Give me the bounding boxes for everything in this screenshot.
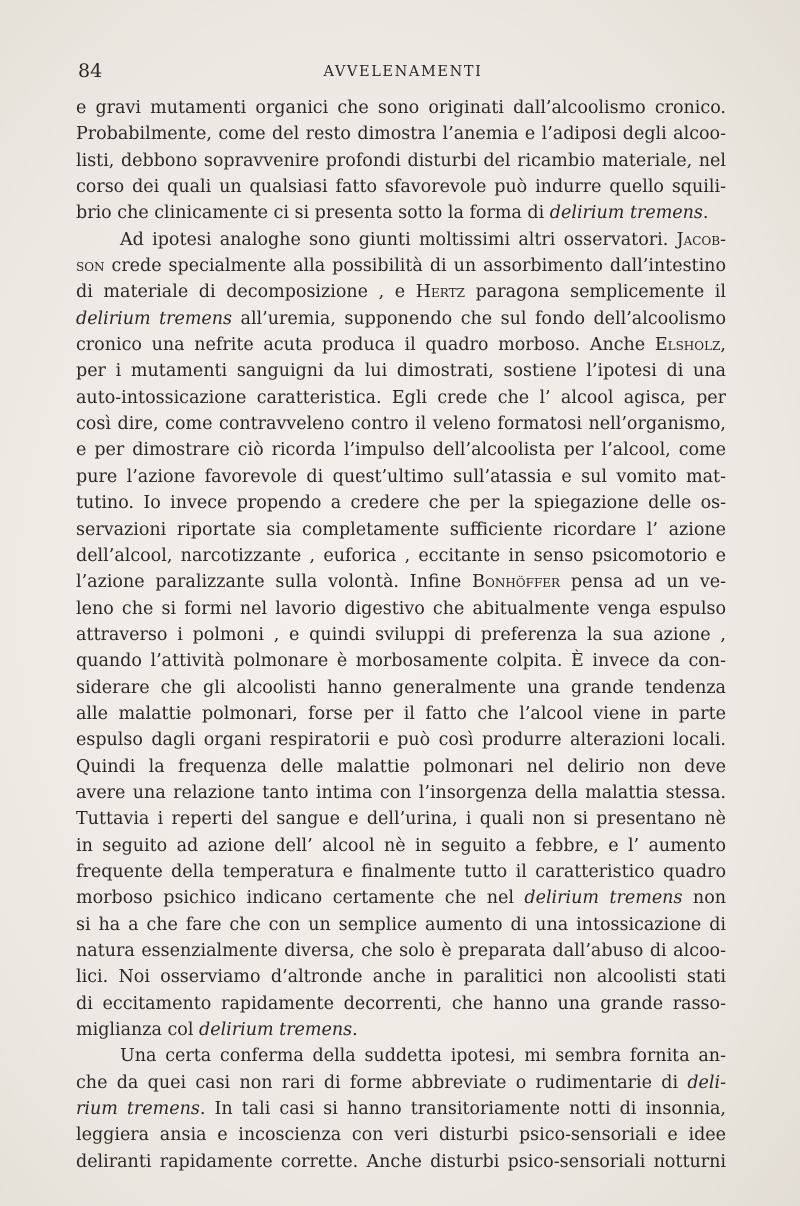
text-line [76, 95, 726, 121]
text-segment: espulso dagli organi respiratorii e può così produrre alterazioni locali. [76, 730, 726, 751]
text-segment: attraverso i polmoni , e quindi sviluppi di preferenza la sua azione , [76, 624, 726, 645]
text-line [76, 912, 726, 938]
text-segment: cronico una nefrite acuta produca il quadro morboso. Anche [76, 335, 655, 356]
text-segment: frequente della temperatura e finalmente tutto il caratteristico quadro [76, 861, 726, 882]
text-line [76, 174, 726, 200]
text-segment: Probabilmente, come del resto dimostra l’anemia e l’adiposi degli alcoo- [76, 124, 726, 145]
text-line [76, 227, 726, 253]
text-segment: alle malattie polmonari, forse per il fatto che l’alcool viene in parte [76, 703, 726, 724]
text-line [76, 517, 726, 543]
text-segment: auto-intossicazione caratteristica. Egli crede che l’ alcool agisca, per [76, 387, 726, 408]
page-header [78, 58, 728, 88]
running-title: AVVELENAMENTI [323, 64, 483, 80]
text-line [76, 1096, 726, 1122]
italic-text: rium tremens [76, 1099, 200, 1120]
text-line [76, 1017, 726, 1043]
text-segment: e per dimostrare ciò ricorda l’impulso dell’alcoolista per l’alcool, come [76, 440, 726, 461]
text-segment: lici. Noi osserviamo d’altronde anche in paralitici non alcoolisti stati [76, 967, 726, 988]
text-line [76, 385, 726, 411]
text-segment: e gravi mutamenti organici che sono originati dall’alcoolismo cronico. [76, 98, 726, 118]
text-line [76, 964, 726, 990]
text-line [76, 411, 726, 437]
text-line [76, 885, 726, 911]
text-segment: siderare che gli alcoolisti hanno generalmente una grande tendenza [76, 677, 726, 698]
text-line [76, 200, 726, 226]
text-line [76, 543, 726, 569]
text-line [76, 569, 726, 595]
text-segment: che da quei casi non rari di forme abbreviate o rudimentarie di [76, 1072, 688, 1093]
text-segment: avere una relazione tanto intima con l’insorgenza della malattia stessa. [76, 782, 726, 803]
text-segment: di eccitamento rapidamente decorrenti, che hanno una grande rasso- [76, 993, 726, 1014]
text-line [76, 754, 726, 780]
text-line [76, 1043, 726, 1069]
text-segment: . [702, 203, 709, 224]
text-line [76, 306, 726, 332]
text-line [76, 148, 726, 174]
page-number: 84 [78, 60, 103, 82]
text-segment: corso dei quali un qualsiasi fatto sfavorevole può indurre quello squili- [76, 177, 726, 198]
text-line [76, 1070, 726, 1096]
text-line [76, 622, 726, 648]
text-segment: natura essenzialmente diversa, che solo è preparata dall’abuso di alcoo- [76, 941, 726, 961]
text-line [76, 938, 726, 964]
italic-text: delirium tremens [199, 1020, 353, 1041]
text-line [76, 675, 726, 701]
text-segment: Ad ipotesi analoghe sono giunti moltissimi altri osservatori. [120, 229, 677, 250]
text-segment: brio che clinicamente ci si presenta sotto la forma di [76, 203, 550, 224]
author-name: Bonhöffer [472, 572, 561, 593]
text-line [76, 806, 726, 832]
italic-text: deli- [687, 1072, 726, 1093]
text-segment: non [682, 888, 726, 909]
text-segment: paragona semplicemente il [464, 282, 726, 303]
text-line [76, 833, 726, 859]
text-segment: così dire, come contravveleno contro il veleno formatosi nell’organismo, [76, 414, 726, 435]
text-segment: dell’alcool, narcotizzante , euforica , eccitante in senso psicomotorio e [76, 545, 726, 566]
text-line [76, 332, 726, 358]
author-name: Elsholz [654, 335, 721, 356]
text-segment: quando l’attività polmonare è morbosamente colpita. È invece da con- [76, 651, 726, 672]
italic-text: delirium tremens [524, 888, 683, 909]
text-line [76, 1122, 726, 1148]
text-line [76, 279, 726, 305]
author-name: Hertz [415, 282, 465, 303]
text-segment: per i mutamenti sanguigni da lui dimostrati, sostiene l’ipotesi di una [76, 361, 726, 382]
text-segment: si ha a che fare che con un semplice aumento di una intossicazione di [76, 914, 726, 935]
italic-text: delirium tremens [76, 308, 233, 329]
text-segment: leggiera ansia e incoscienza con veri disturbi psico-sensoriali e idee [76, 1125, 726, 1146]
text-segment: Tuttavia i reperti del sangue e dell’urina, i quali non si presentano nè [76, 809, 726, 830]
text-segment: in seguito ad azione dell’ alcool nè in seguito a febbre, e l’ aumento [76, 835, 726, 856]
text-segment: deliranti rapidamente corrette. Anche disturbi psico-sensoriali notturni [76, 1151, 726, 1172]
text-segment: listi, debbono sopravvenire profondi disturbi del ricambio materiale, nel [76, 150, 726, 171]
text-segment: all’uremia, supponendo che sul fondo dell’alcoolismo [232, 308, 726, 329]
text-segment: . In tali casi si hanno transitoriamente notti di insonnia, [199, 1099, 726, 1120]
text-line [76, 780, 726, 806]
text-segment: Quindi la frequenza delle malattie polmonari nel delirio non deve [76, 756, 726, 777]
text-segment: . [352, 1020, 358, 1041]
text-line [76, 490, 726, 516]
text-segment: leno che si formi nel lavorio digestivo che abitualmente venga espulso [76, 598, 726, 619]
text-line [76, 121, 726, 147]
text-segment: Una certa conferma della suddetta ipotesi, mi sembra fornita an- [120, 1046, 726, 1067]
text-segment: servazioni riportate sia completamente sufficiente ricordare l’ azione [76, 519, 726, 540]
text-segment: crede specialmente alla possibilità di un assorbimento dall’intestino [104, 256, 726, 277]
text-line [76, 727, 726, 753]
text-line [76, 358, 726, 384]
text-segment: di materiale di decomposizione , e [76, 282, 416, 303]
text-line [76, 1149, 726, 1175]
text-segment: tutino. Io invece propendo a credere che per la spiegazione delle os- [76, 493, 726, 514]
text-line [76, 991, 726, 1017]
text-segment: l’azione paralizzante sulla volontà. Infine [76, 572, 473, 593]
italic-text: delirium tremens [549, 203, 703, 224]
author-name: son [76, 256, 105, 277]
text-line [76, 596, 726, 622]
text-line [76, 253, 726, 279]
text-segment: , [720, 335, 726, 356]
text-line [76, 464, 726, 490]
text-line [76, 701, 726, 727]
text-line [76, 437, 726, 463]
text-segment: pensa ad un ve- [560, 572, 727, 593]
text-segment: pure l’azione favorevole di quest’ultimo sull’atassia e sul vomito mat- [76, 466, 726, 487]
text-line [76, 859, 726, 885]
body-text [76, 95, 726, 1175]
text-segment: morboso psichico indicano certamente che nel [76, 888, 525, 909]
text-line [76, 648, 726, 674]
text-segment: miglianza col [76, 1020, 200, 1041]
author-name: Jacob- [676, 229, 726, 250]
